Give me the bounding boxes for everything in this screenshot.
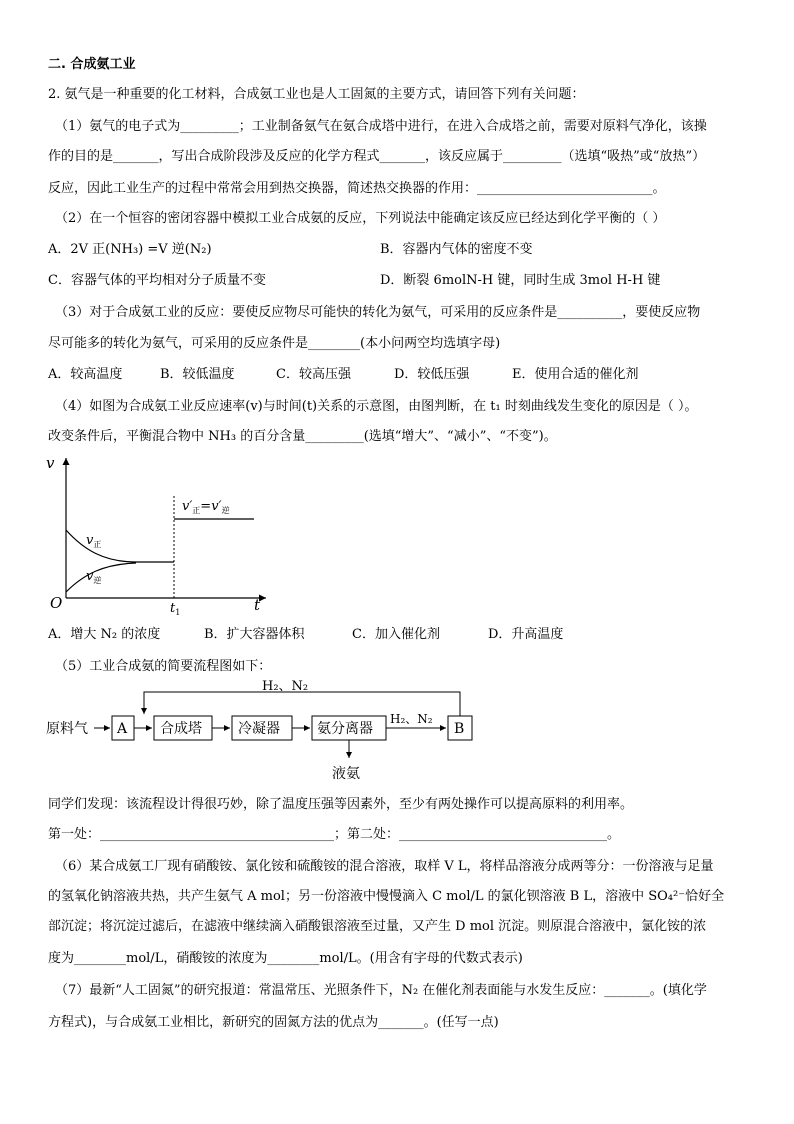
q7-line-1: （7）最新“人工固氮”的研究报道：常温常压、光照条件下，N₂ 在催化剂表面能与水发生反应：_______。(填化学: [55, 983, 707, 998]
y-axis-label: v: [46, 454, 55, 472]
forward-rate-label: $v_正$: [86, 533, 102, 549]
q4-option-c: C．加入催化剂: [352, 627, 440, 642]
q3-option-a: A．较高温度: [48, 367, 123, 382]
rate-time-graph: [40, 452, 280, 620]
q3-option-b: B．较低温度: [160, 367, 235, 382]
recycle-gas-label: H₂、N₂: [262, 680, 309, 694]
q2-option-b: B．容器内气体的密度不变: [380, 242, 533, 257]
q7-line-2: 方程式)，与合成氨工业相比，新研究的固氮方法的优点为_______。(任写一点): [48, 1015, 499, 1030]
q2-option-a: A．2V 正(NH₃) =V 逆(N₂): [48, 242, 212, 257]
q5-line-2: 同学们发现：该流程设计得很巧妙，除了温度压强等因素外，至少有两处操作可以提高原料的利用率。: [48, 797, 634, 812]
q2-option-c: C．容器气体的平均相对分子质量不变: [48, 273, 266, 288]
q1-line-3: 反应，因此工业生产的过程中常常会用到热交换器，简述热交换器的作用：___________________________。: [48, 181, 666, 196]
q4-option-d: D．升高温度: [488, 627, 564, 642]
side-gas-label: H₂、N₂: [390, 712, 433, 726]
svg-text:B: B: [454, 721, 465, 737]
t1-label: $t_1$: [170, 601, 181, 617]
process-flow-diagram: [44, 680, 484, 788]
new-equilibrium-label: $v'_正=v'_逆$: [182, 499, 230, 515]
forward-rate-curve: [66, 530, 174, 562]
q3-line-2: 尽可能多的转化为氨气，可采用的反应条件是________(本小问两空均选填字母): [48, 336, 501, 351]
x-axis-label: t: [254, 596, 261, 614]
question-intro: 2. 氨气是一种重要的化工材料，合成氨工业也是人工固氮的主要方式，请回答下列有关问题：: [48, 87, 585, 102]
svg-text:冷凝器: 冷凝器: [238, 721, 280, 737]
q3-line-1: （3）对于合成氨工业的反应：要使反应物尽可能快的转化为氨气，可采用的反应条件是__________，要使反应物: [55, 305, 701, 320]
q1-line-2: 作的目的是_______，写出合成阶段涉及反应的化学方程式_______，该反应属于_________（选填“吸热”或“放热”）: [48, 149, 706, 164]
q1-line-1: （1）氨气的电子式为_________；工业制备氨气在氨合成塔中进行，在进入合成塔之前，需要对原料气净化，该操: [55, 119, 707, 134]
q3-option-e: E．使用合适的催化剂: [512, 367, 639, 382]
svg-text:氨分离器: 氨分离器: [317, 721, 373, 737]
q5-line-1: （5）工业合成氨的简要流程图如下：: [55, 659, 272, 674]
q6-line-2: 的氢氧化钠溶液共热，共产生氨气 A mol；另一份溶液中慢慢滴入 C mol/L 的氯化钡溶液 B L，溶液中 SO₄²⁻恰好全: [48, 889, 725, 904]
q6-line-3: 部沉淀；将沉淀过滤后，在滤液中继续滴入硝酸银溶液至过量，又产生 D mol 沉淀。则原混合溶液中，氯化铵的浓: [48, 919, 707, 934]
q6-line-4: 度为________mol/L，硝酸铵的浓度为________mol/L。(用含有字母的代数式表示): [48, 951, 523, 966]
reverse-rate-label: $v_逆$: [86, 569, 102, 585]
q2-stem: （2）在一个恒容的密闭容器中模拟工业合成氨的反应，下列说法中能确定该反应已经达到化学平衡的（ ）: [55, 211, 666, 226]
q4-line-1: （4）如图为合成氨工业反应速率(v)与时间(t)关系的示意图，由图判断，在 t₁ 时刻曲线发生变化的原因是（ ）。: [55, 399, 698, 414]
q5-line-3: 第一处：____________________________________；第二处：________________________________。: [48, 827, 621, 842]
q2-option-d: D．断裂 6molN-H 键，同时生成 3mol H-H 键: [380, 273, 661, 288]
q6-line-1: （6）某合成氨工厂现有硝酸铵、氯化铵和硫酸铵的混合溶液，取样 V L，将样品溶液分成两等分：一份溶液与足量: [55, 859, 714, 874]
liquid-ammonia-label: 液氨: [332, 766, 360, 782]
origin-label: O: [50, 594, 63, 612]
feed-gas-label: 原料气: [46, 721, 88, 737]
q3-option-d: D．较低压强: [394, 367, 470, 382]
section-title: 二. 合成氨工业: [48, 57, 136, 72]
svg-text:A: A: [117, 721, 128, 737]
q4-option-a: A．增大 N₂ 的浓度: [48, 627, 161, 642]
q4-line-2: 改变条件后，平衡混合物中 NH₃ 的百分含量_________(选填“增大”、“减小”、“不变”)。: [48, 429, 557, 444]
svg-text:合成塔: 合成塔: [160, 721, 202, 737]
q3-option-c: C．较高压强: [276, 367, 351, 382]
q4-option-b: B．扩大容器体积: [204, 627, 305, 642]
